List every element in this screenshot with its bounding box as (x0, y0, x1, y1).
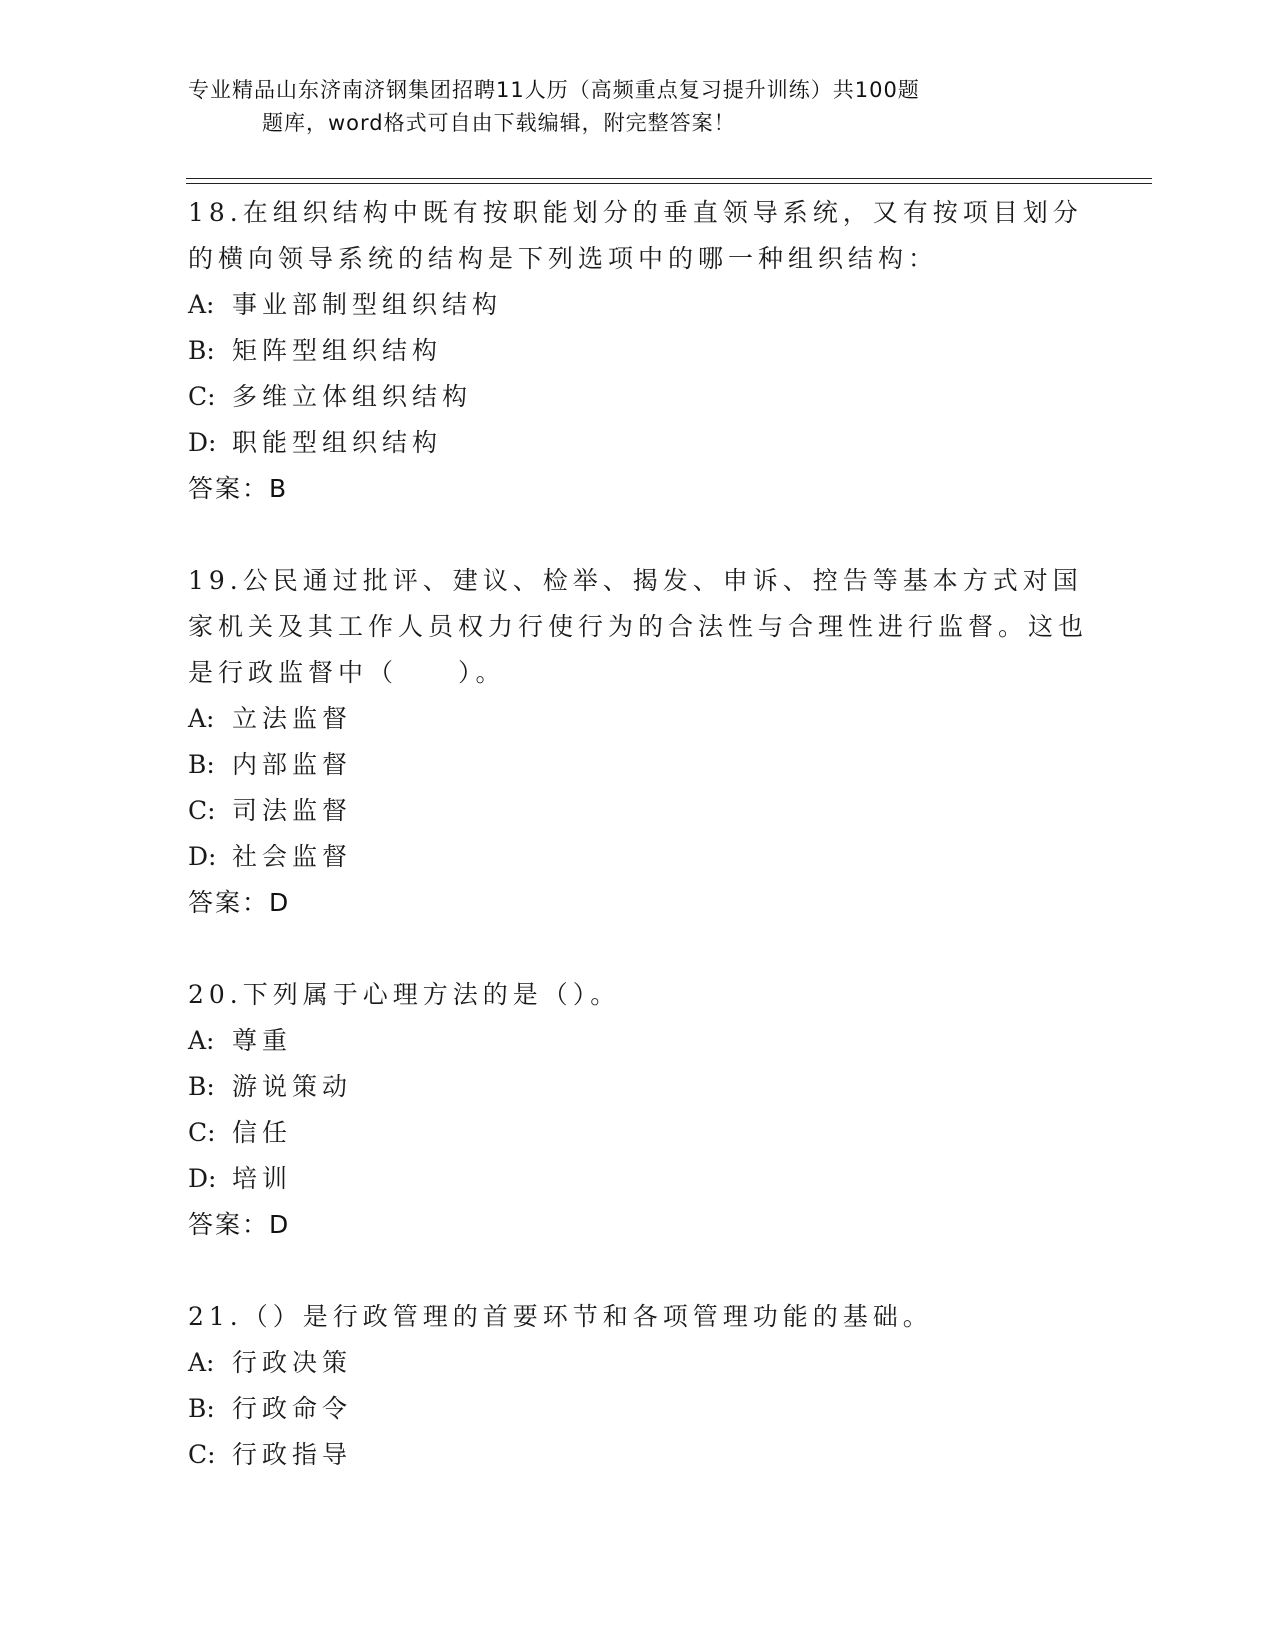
option-b (188, 742, 1088, 788)
option-label: A: (188, 1348, 215, 1377)
option-d (188, 1156, 1088, 1202)
option-c (188, 1110, 1088, 1156)
option-a (188, 1018, 1088, 1064)
option-text: 行政决策 (232, 1348, 353, 1377)
option-text: 多维立体组织结构 (232, 382, 473, 411)
option-b (188, 1064, 1088, 1110)
option-text: 立法监督 (232, 704, 353, 733)
option-label: D: (188, 842, 217, 871)
option-text: 事业部制型组织结构 (232, 290, 503, 319)
option-text: 行政指导 (232, 1440, 353, 1469)
option-label: A: (188, 1026, 215, 1055)
option-text: 尊重 (232, 1026, 293, 1055)
option-text: 培训 (232, 1164, 293, 1193)
answer-line: 答案：D (188, 1210, 291, 1239)
answer-line: 答案：B (188, 474, 289, 503)
question-text: 21.（）是行政管理的首要环节和各项管理功能的基础。 (188, 1302, 933, 1331)
option-label: C: (188, 796, 216, 825)
question-text: 19.公民通过批评、建议、检举、揭发、申诉、控告等基本方式对国家机关及其工作人员权力行使行为的合法性与合理性进行监督。这也是行政监督中（ ）。 (188, 566, 1089, 687)
option-text: 矩阵型组织结构 (232, 336, 443, 365)
option-label: B: (188, 750, 215, 779)
question-19 (188, 558, 1088, 926)
header-title-line1: 专业精品山东济南济钢集团招聘11人历（高频重点复习提升训练）共100题 (188, 78, 920, 102)
option-label: D: (188, 1164, 217, 1193)
option-text: 信任 (232, 1118, 293, 1147)
option-a (188, 696, 1088, 742)
option-c (188, 374, 1088, 420)
option-text: 职能型组织结构 (232, 428, 443, 457)
option-text: 司法监督 (232, 796, 353, 825)
option-label: B: (188, 1394, 215, 1423)
question-list (188, 190, 1088, 1524)
answer-line: 答案：D (188, 888, 291, 917)
option-d (188, 420, 1088, 466)
header-title-line2: 题库，word格式可自由下载编辑，附完整答案！ (262, 111, 736, 135)
option-a (188, 282, 1088, 328)
option-d (188, 834, 1088, 880)
question-18 (188, 190, 1088, 512)
question-text: 18.在组织结构中既有按职能划分的垂直领导系统，又有按项目划分的横向领导系统的结构是下列选项中的哪一种组织结构： (188, 198, 1083, 273)
question-20 (188, 972, 1088, 1248)
option-b (188, 1386, 1088, 1432)
option-text: 社会监督 (232, 842, 353, 871)
option-label: D: (188, 428, 217, 457)
option-label: C: (188, 1440, 216, 1469)
option-b (188, 328, 1088, 374)
option-label: A: (188, 704, 215, 733)
option-label: A: (188, 290, 215, 319)
document-header (188, 74, 1068, 140)
option-label: C: (188, 382, 216, 411)
option-text: 游说策动 (232, 1072, 353, 1101)
question-text: 20.下列属于心理方法的是（）。 (188, 980, 621, 1009)
option-c (188, 1432, 1088, 1478)
option-text: 行政命令 (232, 1394, 353, 1423)
option-text: 内部监督 (232, 750, 353, 779)
option-label: C: (188, 1118, 216, 1147)
option-label: B: (188, 336, 215, 365)
header-divider-bottom (186, 183, 1152, 184)
header-divider-top (186, 178, 1152, 179)
option-label: B: (188, 1072, 215, 1101)
option-a (188, 1340, 1088, 1386)
question-21 (188, 1294, 1088, 1478)
option-c (188, 788, 1088, 834)
